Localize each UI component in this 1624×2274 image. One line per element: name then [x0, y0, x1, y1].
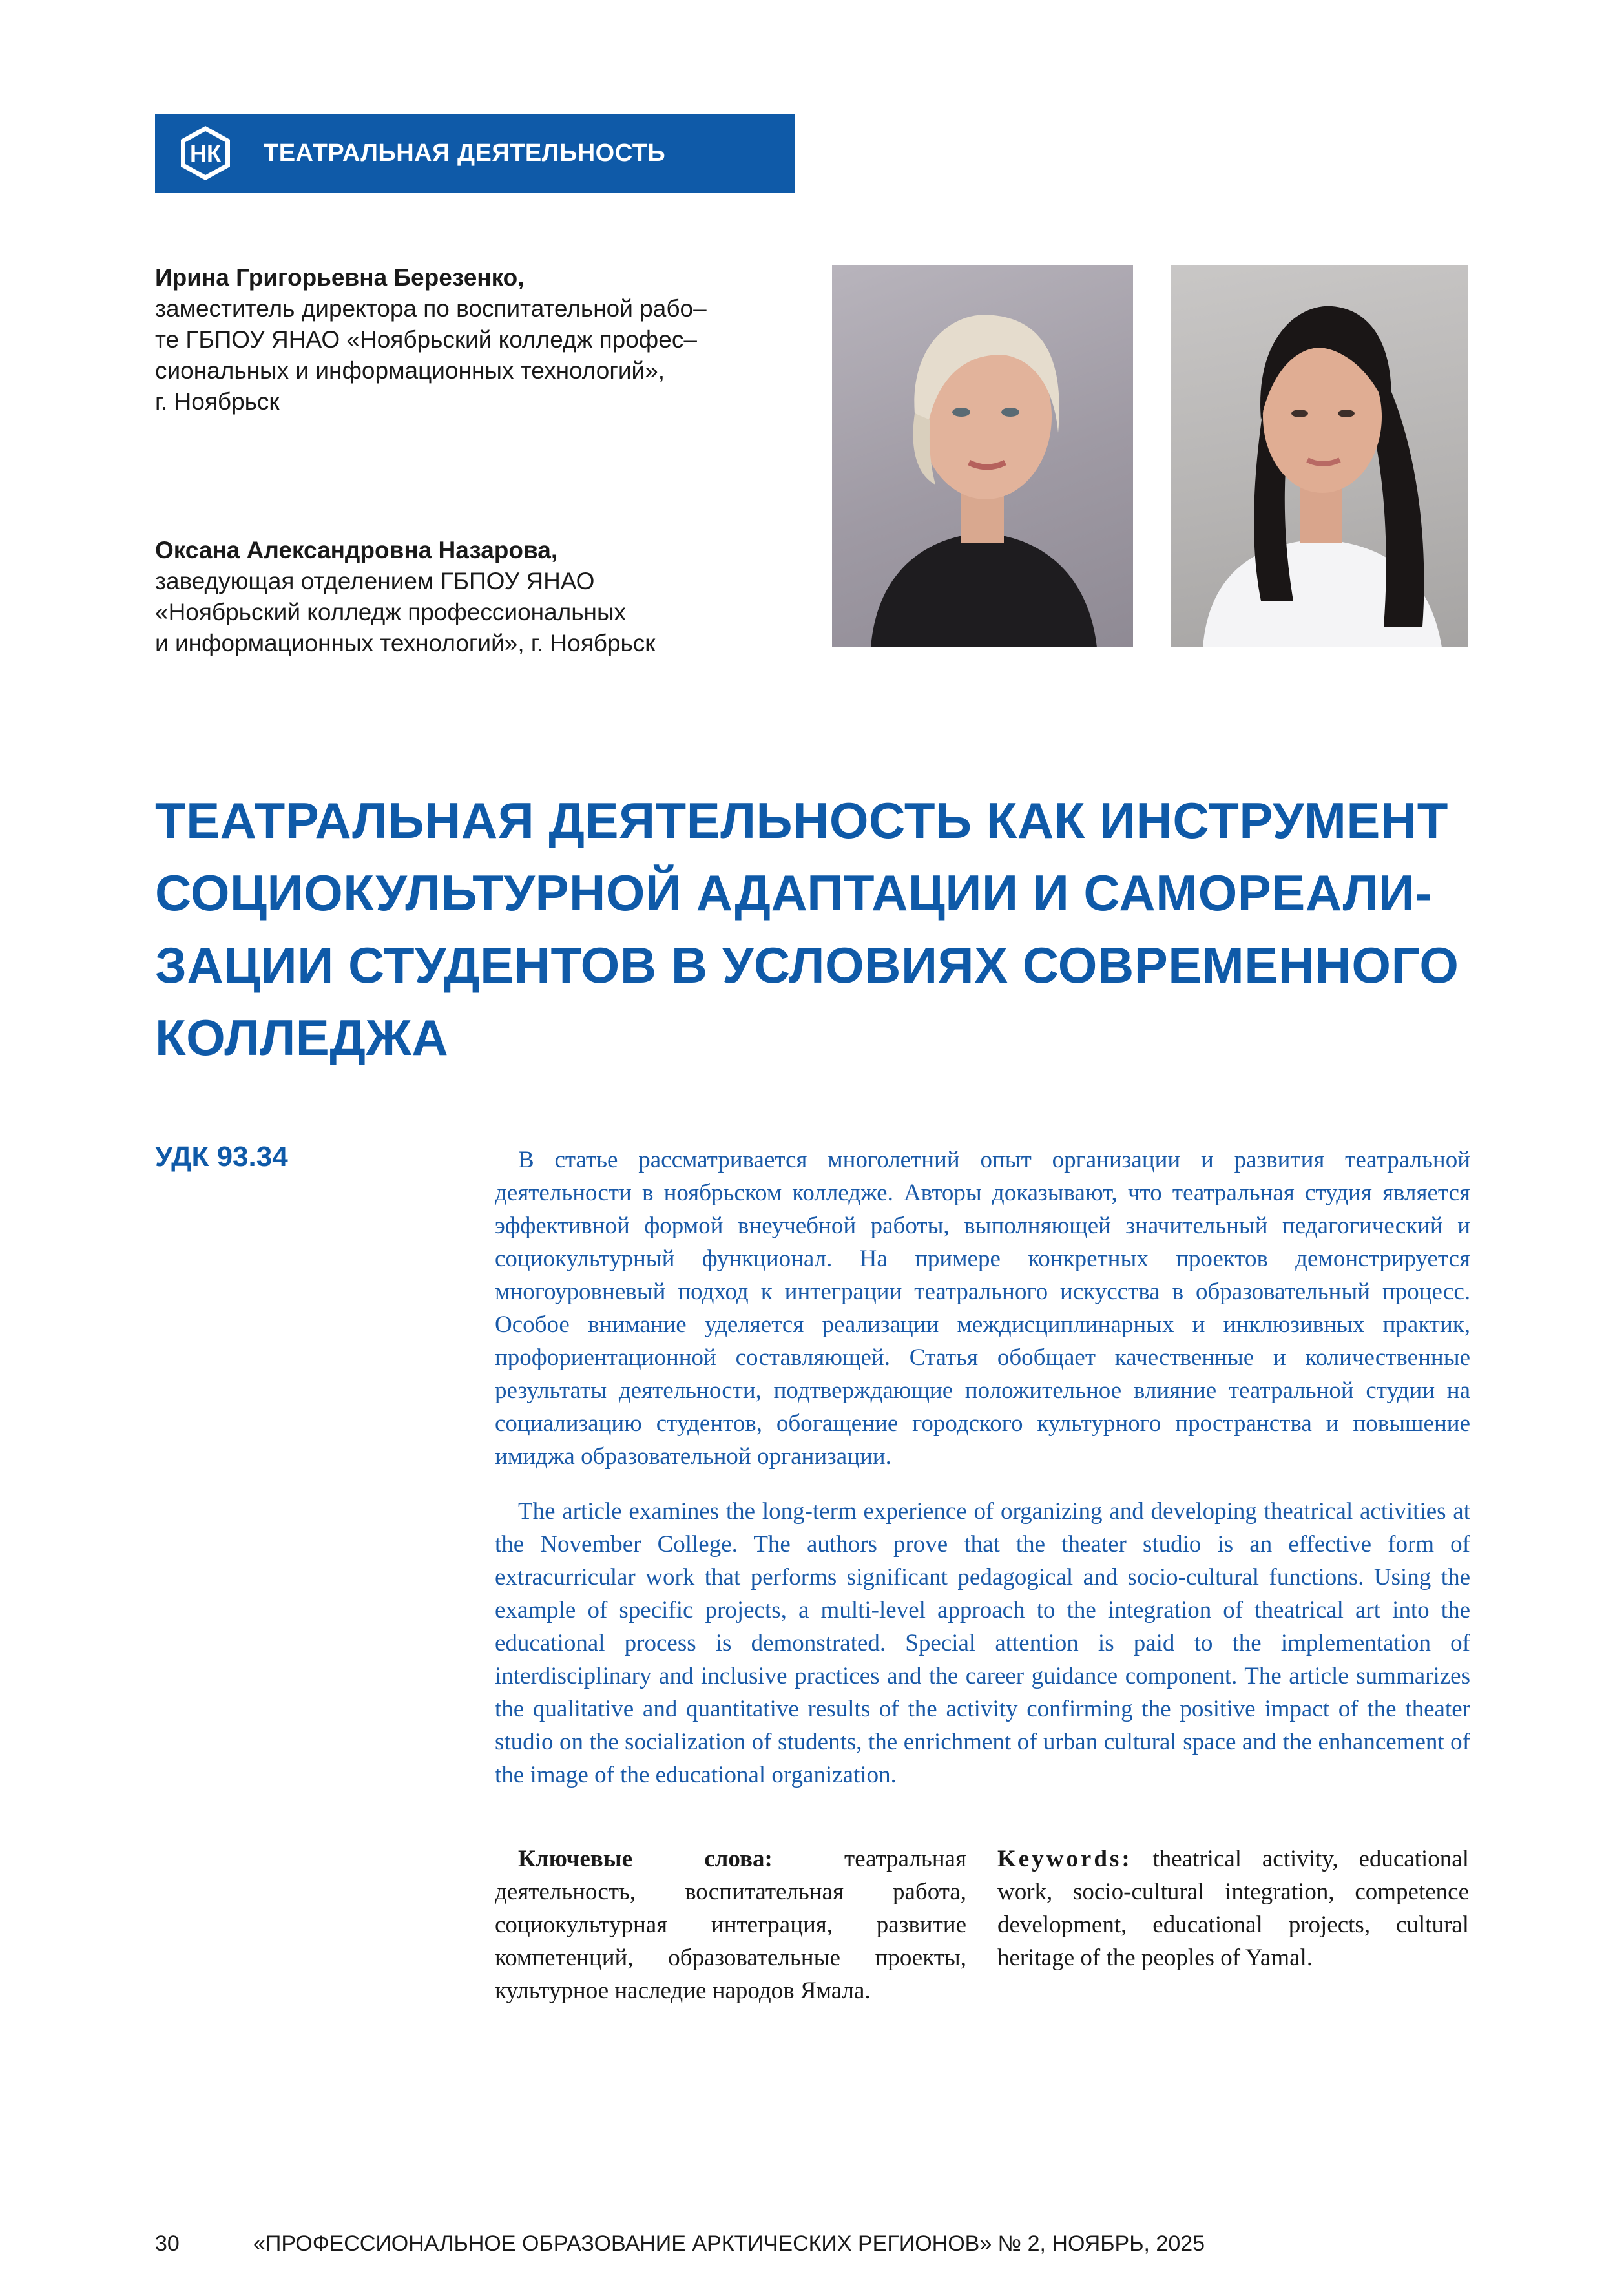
keywords-text: театральная деятельность, воспитательная работа, социокультурная интеграция, развитие компетенций, образовательные проекты, культурное наследие народов Ямала. — [495, 1846, 966, 2004]
abstract-english: The article examines the long-term experience of organizing and developing theatrical activities at the November College. The authors prove that the theater studio is an effective form of extracurricular work that performs significant pedagogical and socio-cultural functions. Using the example of specific projects, a multi-level approach to the integration of theatrical art into the educational process is demonstrated. Special attention is paid to the implementation of interdisciplinary and inclusive practices and the career guidance component. The article summarizes the qualitative and quantitative results of the activity confirming the positive impact of the theater studio on the socialization of students, the enrichment of urban cultural space and the enhancement of the image of the educational organization. — [495, 1498, 1470, 1788]
author-photo-2 — [1171, 265, 1468, 647]
keywords-text: theatrical activity, educational work, socio-cultural integration, competence development, educational projects, cultural heritage of the peoples of Yamal. — [997, 1846, 1469, 1971]
keywords-english — [997, 1842, 1469, 1974]
author-affiliation: заведующая отделением ГБПОУ ЯНАО «Ноябрьский колледж профессиональных и информационных технологий», г. Ноябрьск — [155, 568, 656, 656]
udk-code: УДК 93.34 — [155, 1141, 288, 1173]
author-affiliation: заместитель директора по воспитательной рабо– те ГБПОУ ЯНАО «Ноябрьский колледж профес– сиональных и информационных технологий», г. Ноябрьск — [155, 295, 707, 415]
page-number: 30 — [155, 2231, 180, 2256]
section-header-bar — [155, 114, 795, 193]
author-name: Ирина Григорьевна Березенко, — [155, 264, 525, 291]
keywords-label: Ключевые слова: — [518, 1846, 773, 1872]
page-footer — [155, 2231, 1205, 2257]
journal-logo-icon — [176, 123, 235, 183]
journal-citation: «ПРОФЕССИОНАЛЬНОЕ ОБРАЗОВАНИЕ АРКТИЧЕСКИХ РЕГИОНОВ» № 2, НОЯБРЬ, 2025 — [253, 2231, 1205, 2256]
author-block-1 — [155, 262, 820, 417]
article-title: ТЕАТРАЛЬНАЯ ДЕЯТЕЛЬНОСТЬ КАК ИНСТРУМЕНТ СОЦИОКУЛЬТУРНОЙ АДАПТАЦИИ И САМОРЕАЛИ- ЗАЦИИ СТУДЕНТОВ В УСЛОВИЯХ СОВРЕМЕННОГО КОЛЛЕДЖА — [155, 792, 1459, 1066]
keywords-russian — [495, 1842, 966, 2007]
author-block-2 — [155, 535, 820, 659]
section-title: ТЕАТРАЛЬНАЯ ДЕЯТЕЛЬНОСТЬ — [264, 139, 666, 167]
logo-text: НК — [190, 140, 221, 167]
keywords-label: Keywords: — [997, 1846, 1132, 1872]
author-photo-1 — [832, 265, 1133, 647]
author-name: Оксана Александровна Назарова, — [155, 537, 558, 563]
abstract-russian: В статье рассматривается многолетний опыт организации и развития театральной деятельности в ноябрьском колледже. Авторы доказывают, что театральная студия является эффективной формой внеучебной работы, выполняющей значительный педагогический и социокультурный функционал. На примере конкретных проектов демонстрируется многоуровневый подход к интеграции театрального искусства в образовательный процесс. Особое внимание уделяется реализации междисциплинарных и инклюзивных практик, профориентационной составляющей. Статья обобщает качественные и количественные результаты деятельности, подтверждающие положительное влияние театральной студии на социализацию студентов, обогащение городского культурного пространства и повышение имиджа образовательной организации. — [495, 1147, 1470, 1470]
